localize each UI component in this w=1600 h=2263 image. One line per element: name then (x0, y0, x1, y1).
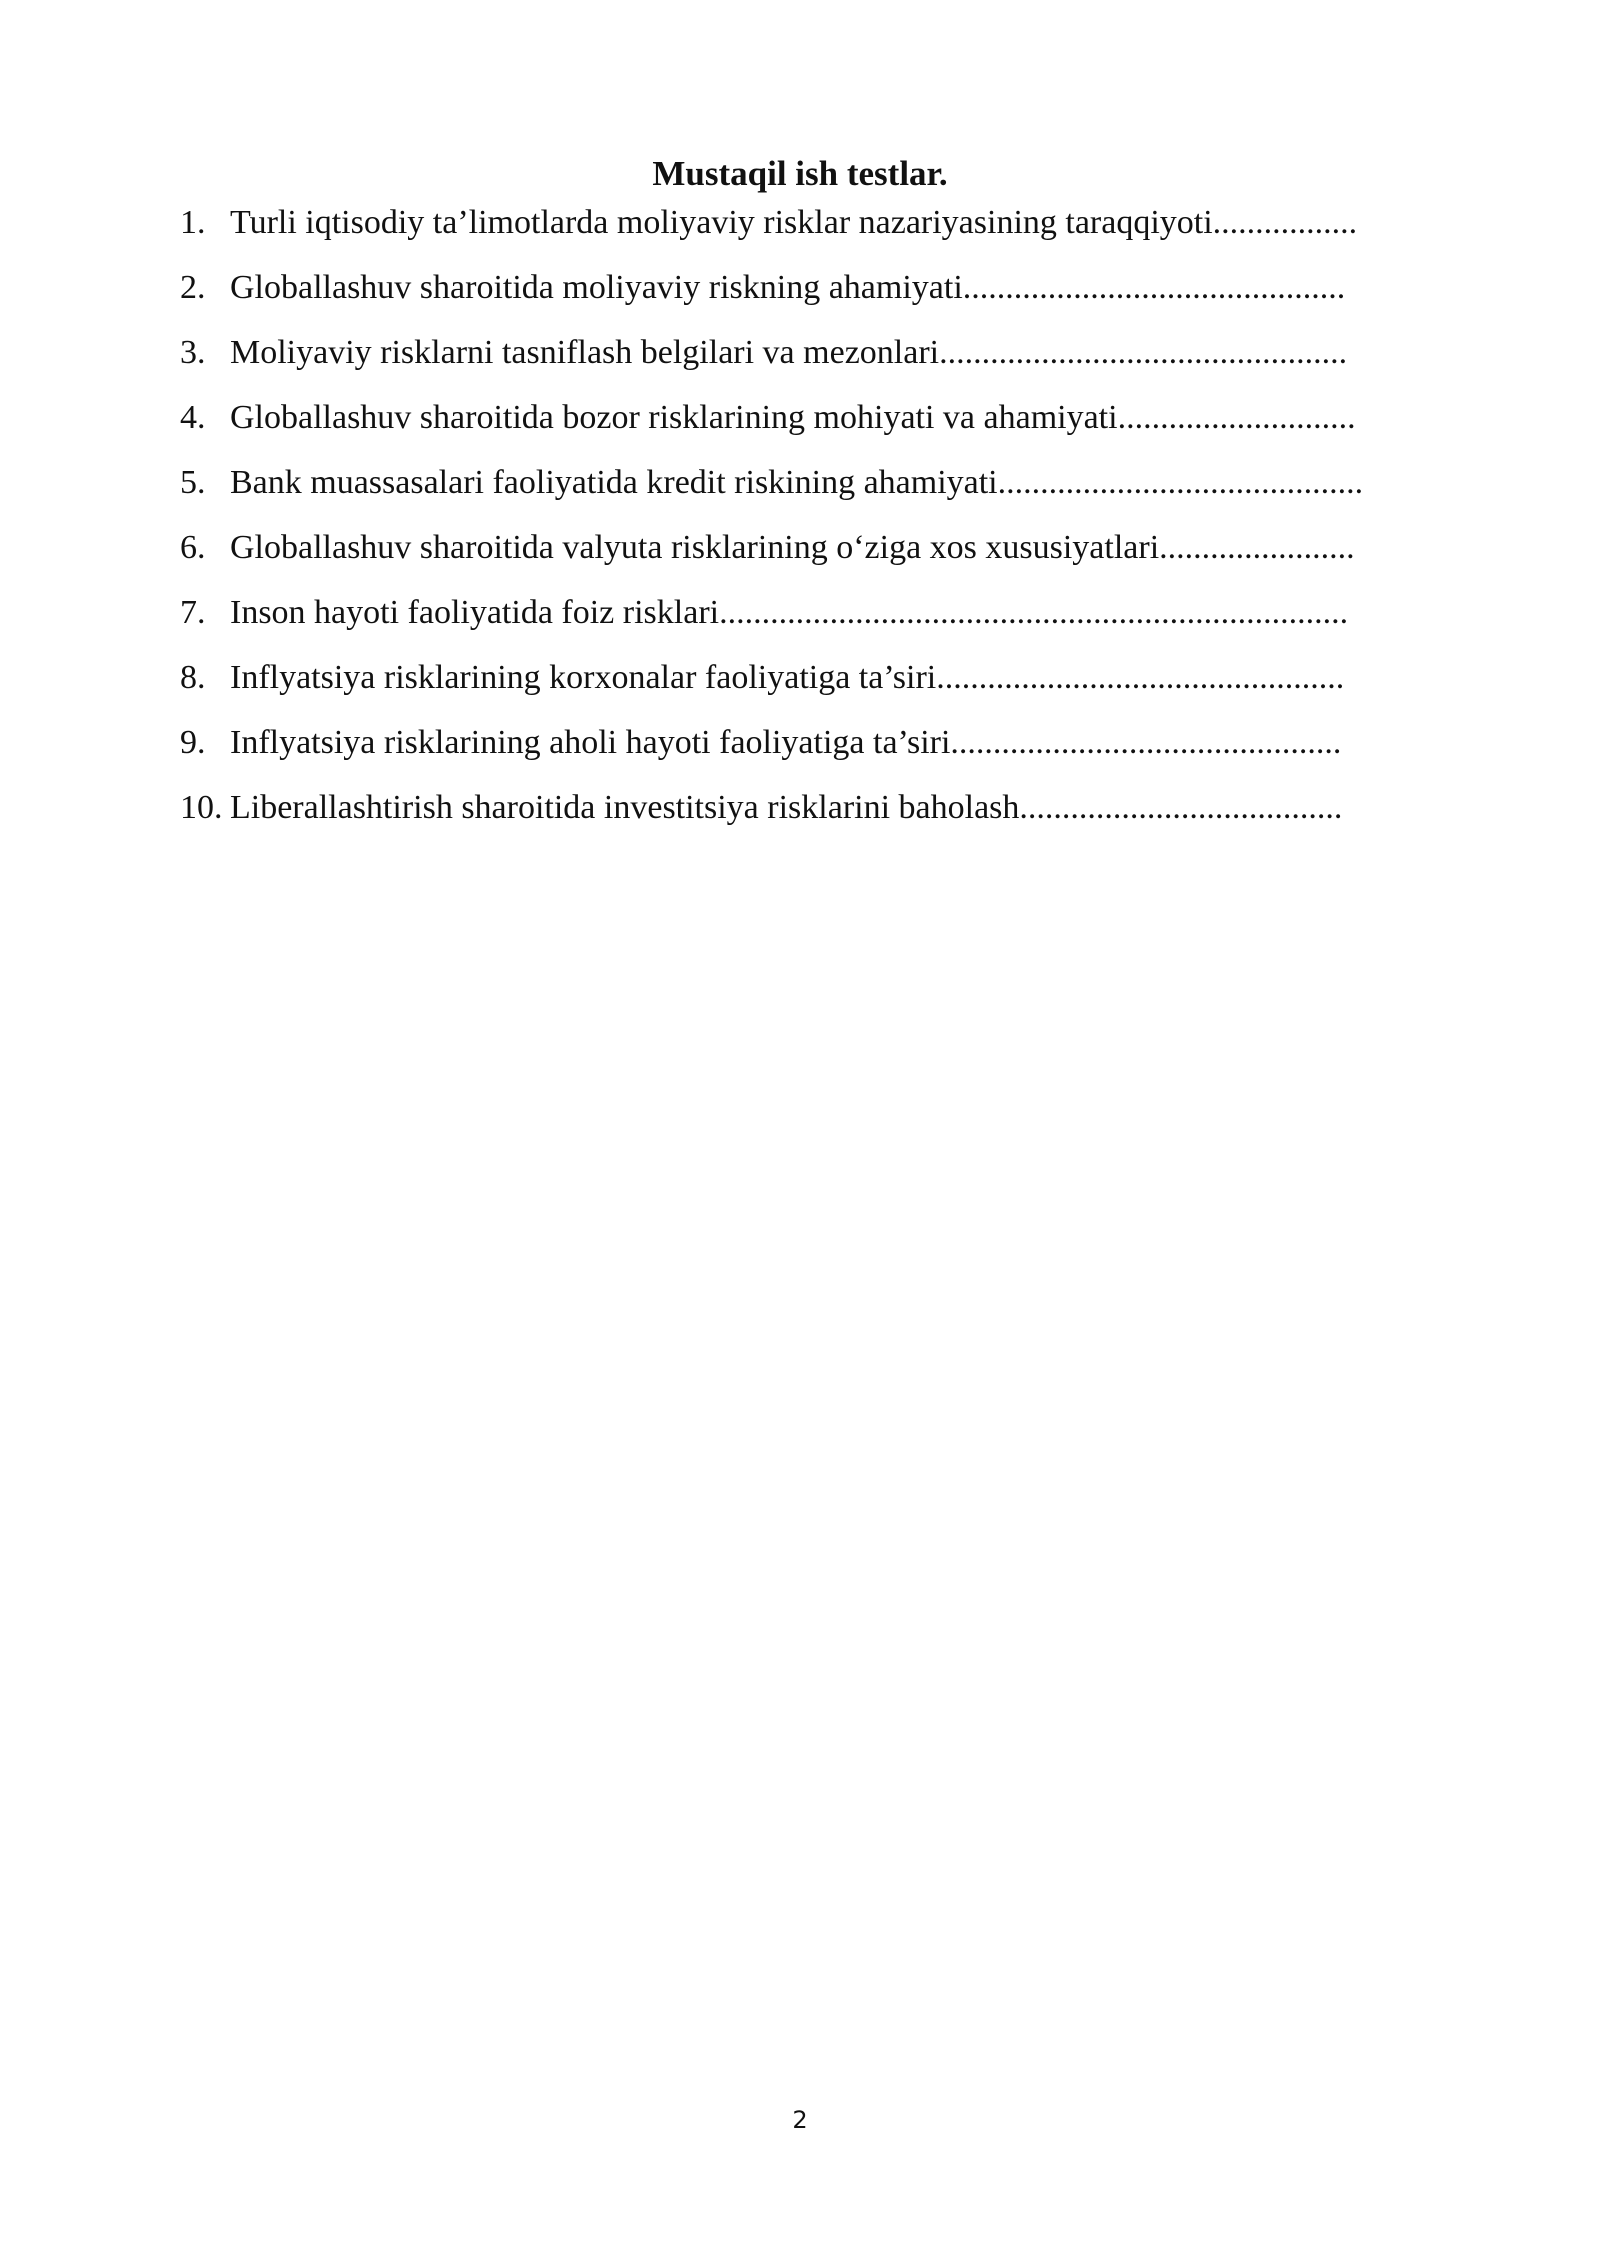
list-item-text: Globallashuv sharoitida valyuta risklarining o‘ziga xos xususiyatlari....................... (230, 529, 1355, 566)
list-item (180, 783, 1490, 848)
list-item-number: 10. (180, 789, 223, 826)
list-item (180, 458, 1490, 523)
list-item-text: Globallashuv sharoitida moliyaviy riskning ahamiyati............................................. (230, 269, 1346, 306)
list-item-text: Inson hayoti faoliyatida foiz risklari.......................................................................... (230, 594, 1349, 631)
list-item (180, 198, 1490, 263)
list-item-text: Inflyatsiya risklarining korxonalar faoliyatiga ta’siri................................................ (230, 659, 1345, 696)
list-item-number: 4. (180, 399, 206, 436)
list-item (180, 523, 1490, 588)
list-item (180, 718, 1490, 783)
list-item-number: 1. (180, 204, 206, 241)
list-item (180, 263, 1490, 328)
list-item (180, 393, 1490, 458)
list-item-text: Globallashuv sharoitida bozor risklarining mohiyati va ahamiyati............................ (230, 399, 1356, 436)
list-item-text: Inflyatsiya risklarining aholi hayoti faoliyatiga ta’siri.............................................. (230, 724, 1342, 761)
list-item (180, 328, 1490, 393)
list-item-number: 7. (180, 594, 206, 631)
page-number: 2 (792, 2106, 808, 2134)
list-item-number: 9. (180, 724, 206, 761)
list-item-number: 2. (180, 269, 206, 306)
list-item-text: Moliyaviy risklarni tasniflash belgilari va mezonlari................................................ (230, 334, 1348, 371)
list-item-text: Bank muassasalari faoliyatida kredit riskining ahamiyati........................................... (230, 464, 1364, 501)
list-item-number: 5. (180, 464, 206, 501)
list-item (180, 653, 1490, 718)
list-item-number: 8. (180, 659, 206, 696)
list-item (180, 588, 1490, 653)
list-item-text: Turli iqtisodiy ta’limotlarda moliyaviy risklar nazariyasining taraqqiyoti................. (230, 204, 1358, 241)
page-title: Mustaqil ish testlar. (652, 154, 948, 193)
toc-list (180, 198, 1490, 848)
list-item-number: 6. (180, 529, 206, 566)
list-item-text: Liberallashtirish sharoitida investitsiya risklarini baholash...................................... (230, 789, 1343, 826)
list-item-number: 3. (180, 334, 206, 371)
